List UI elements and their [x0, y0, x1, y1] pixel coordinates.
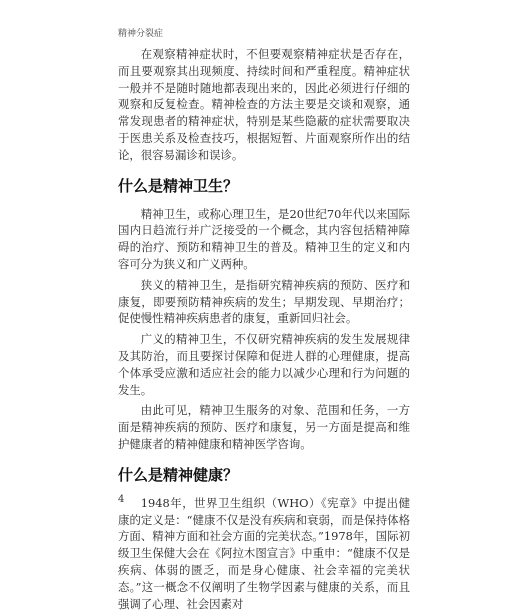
paragraph-narrow-sense: 狭义的精神卫生，是指研究精神疾病的预防、医疗和康复，即要预防精神疾病的发生；早期发现、早期治疗；促使慢性精神疾病患者的康复，重新回归社会。: [118, 277, 410, 326]
intro-paragraph: 在观察精神症状时，不但要观察精神症状是否存在，而且要观察其出现频度、持续时间和严重程度。精神症状一般并不是随时随地都表现出来的，因此必须进行仔细的观察和反复检查。精神检查的方法主要是交谈和观察，通常发现患者的精神症状，特别是某些隐蔽的症状需要取决于医患关系及检查技巧，根据短暂、片面观察所作出的结论，很容易漏诊和误诊。: [118, 47, 410, 162]
page-body: [118, 46, 410, 616]
paragraph-broad-sense: 广义的精神卫生，不仅研究精神疾病的发生发展规律及其防治，而且要探讨保障和促进人群的心理健康，提高个体承受应激和适应社会的能力以减少心理和行为问题的发生。: [118, 332, 410, 397]
page-number: 4: [118, 494, 125, 505]
paragraph-who-definition: 1948年，世界卫生组织（WHO）《宪章》中提出健康的定义是：“健康不仅是没有疾病和衰弱，而是保持体格方面、精神方面和社会方面的完美状态。”1978年，国际初级卫生保健大会在《阿拉木图宣言》中重申：“健康不仅是疾病、体弱的匮乏，而是身心健康、社会幸福的完美状态。”这一概念不仅阐明了生物学因素与健康的关系，而且强调了心理、社会因素对: [118, 495, 410, 611]
running-header: 精神分裂症: [118, 29, 164, 39]
section-heading-mental-health: 什么是精神健康？: [118, 465, 239, 484]
section-heading-mental-hygiene: 什么是精神卫生？: [118, 176, 239, 195]
paragraph-definition: 精神卫生，或称心理卫生，是20世纪70年代以来国际国内日趋流行并广泛接受的一个概念，其内容包括精神障碍的治疗、预防和精神卫生的普及。精神卫生的定义和内容可分为狭义和广义两种。: [118, 206, 410, 271]
paragraph-summary: 由此可见，精神卫生服务的对象、范围和任务，一方面是精神疾病的预防、医疗和康复，另一方面是提高和维护健康者的精神健康和精神医学咨询。: [118, 403, 410, 451]
